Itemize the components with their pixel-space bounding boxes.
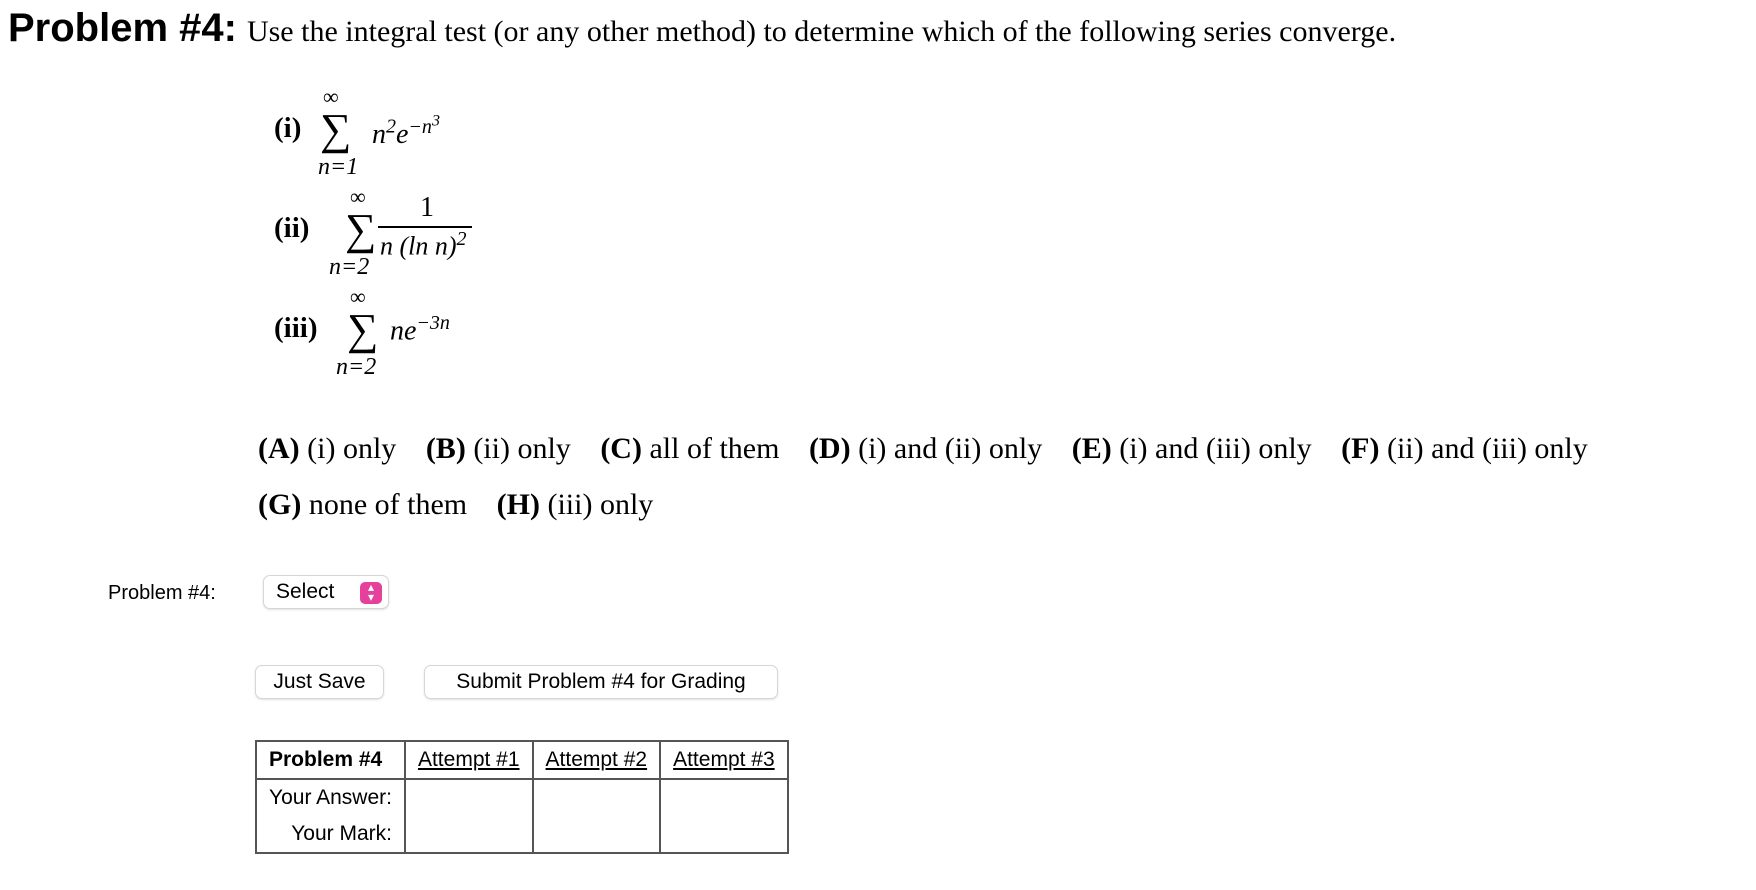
attempt-2-mark xyxy=(533,816,661,853)
your-mark-label: Your Mark: xyxy=(256,816,405,853)
problem-prompt: Use the integral test (or any other method) to determine which of the following series converge. xyxy=(246,15,1397,48)
series-i-upper: ∞ xyxy=(323,84,339,109)
choice-c: (C) all of them xyxy=(600,432,780,465)
answer-select[interactable] xyxy=(263,575,389,609)
answer-label: Problem #4: xyxy=(108,582,216,604)
choice-h: (H) (iii) only xyxy=(496,488,654,521)
sigma-icon: ∑ xyxy=(347,305,379,354)
choice-b: (B) (ii) only xyxy=(425,432,571,465)
series-i-term: $n^2e^{-n^3}$ xyxy=(372,112,440,150)
submit-button[interactable]: Submit Problem #4 for Grading xyxy=(424,665,778,699)
choice-f: (F) (ii) and (iii) only xyxy=(1341,432,1588,465)
attempt-1-answer xyxy=(405,779,533,816)
series-iii-lower: n=2 xyxy=(336,354,377,380)
series-ii-numerator: 1 xyxy=(420,192,434,223)
sigma-icon: ∑ xyxy=(345,205,377,254)
problem-title xyxy=(8,6,1396,51)
attempt-3-link[interactable]: Attempt #3 xyxy=(660,741,788,779)
attempt-1-mark xyxy=(405,816,533,853)
problem-heading: Problem #4: xyxy=(8,6,237,50)
attempt-2-link[interactable]: Attempt #2 xyxy=(533,741,661,779)
series-iii-term: $ne^{-3n}$ xyxy=(390,312,450,347)
choices-row-1 xyxy=(258,432,1610,466)
just-save-button[interactable]: Just Save xyxy=(255,665,384,699)
your-answer-label: Your Answer: xyxy=(256,779,405,816)
choice-d: (D) (i) and (ii) only xyxy=(808,432,1043,465)
choice-a: (A) (i) only xyxy=(258,432,397,465)
series-ii-lower: n=2 xyxy=(329,254,370,280)
series-ii-label: (ii) xyxy=(274,212,310,244)
choice-g: (G) none of them xyxy=(258,488,468,521)
attempt-1-link[interactable]: Attempt #1 xyxy=(405,741,533,779)
attempts-table xyxy=(255,740,789,854)
attempt-3-mark xyxy=(660,816,788,853)
choice-e: (E) (i) and (iii) only xyxy=(1071,432,1312,465)
series-i-lower: n=1 xyxy=(318,154,359,180)
sigma-icon: ∑ xyxy=(320,105,352,154)
series-ii-denominator: n (ln n)$^2$ xyxy=(380,228,467,261)
series-iii-upper: ∞ xyxy=(350,284,366,309)
attempt-2-answer xyxy=(533,779,661,816)
attempt-3-answer xyxy=(660,779,788,816)
series-i-label: (i) xyxy=(274,112,302,144)
answer-select-value: Select xyxy=(276,580,335,603)
series-ii-upper: ∞ xyxy=(350,184,366,209)
series-iii-label: (iii) xyxy=(274,312,318,344)
attempts-table-corner: Problem #4 xyxy=(256,741,405,779)
chevron-updown-icon: ▴ ▾ xyxy=(360,582,382,604)
choices-row-2 xyxy=(258,488,675,522)
